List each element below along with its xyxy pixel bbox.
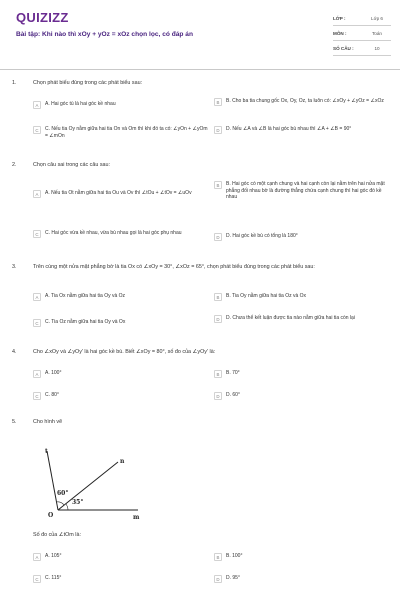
question-4-option-b[interactable] (214, 370, 390, 378)
question-1-number: 1. (12, 80, 17, 86)
option-text: A. Tia Ox nằm giữa hai tia Oy và Oz (45, 293, 126, 299)
option-text: D. Chưa thể kết luận được tia nào nằm giữa hai tia còn lại (226, 315, 355, 321)
question-4-option-a[interactable] (33, 370, 209, 378)
option-text: B. Hai góc có một cạnh chung và hai cạnh còn lại nằm trên hai nửa mặt phẳng đối nhau bờ là đường thẳng chứa cạnh chung thì hai góc đó kề nhau (226, 181, 385, 201)
option-letter: B (214, 98, 222, 106)
question-5-option-b[interactable] (214, 553, 390, 561)
option-letter: D (214, 126, 222, 134)
option-letter: D (214, 233, 222, 241)
meta-divider (333, 55, 391, 56)
option-letter: A (33, 293, 41, 301)
option-text: C. 115° (45, 575, 62, 581)
option-text: A. Nếu tia Ot nằm giữa hai tia Ou và Ov thì ∠tOu + ∠tOv = ∠uOv (45, 190, 192, 196)
question-5-option-a[interactable] (33, 553, 209, 561)
ray-on (58, 462, 118, 510)
option-text: D. Hai góc kề bù có tổng là 180° (226, 233, 298, 239)
option-letter: C (33, 392, 41, 400)
header (0, 0, 400, 70)
option-text: B. Cho ba tia chung gốc Ox, Oy, Oz, ta luôn có: ∠xOy + ∠yOz = ∠xOz (226, 98, 384, 104)
option-letter: D (214, 315, 222, 323)
label-o: O (48, 512, 54, 519)
angle-arc-35 (66, 504, 68, 510)
question-4-option-d[interactable] (214, 392, 390, 400)
option-letter: B (214, 181, 222, 189)
meta-divider (333, 25, 391, 26)
option-text: C. Nếu tia Oy nằm giữa hai tia On và Om thì khi đó ta có: ∠yOn + ∠yOm = ∠mOn (45, 126, 208, 139)
meta-grade-label: LỚP : (333, 16, 346, 21)
question-1-text: Chọn phát biểu đúng trong các phát biểu sau: (33, 80, 143, 86)
label-angle-35: 35° (72, 499, 84, 506)
question-2-text: Chọn câu sai trong các câu sau: (33, 162, 111, 168)
question-5-option-c[interactable] (33, 575, 209, 583)
question-2-option-b[interactable] (214, 181, 390, 201)
option-letter: C (33, 126, 41, 134)
option-text: A. Hai góc tù là hai góc kề nhau (45, 101, 116, 107)
meta-count-value: 10 (374, 46, 380, 51)
option-text: C. Tia Oz nằm giữa hai tia Oy và Ox (45, 319, 126, 325)
question-4-option-c[interactable] (33, 392, 209, 400)
question-1-option-b[interactable] (214, 98, 390, 106)
meta-subject-label: MÔN : (333, 31, 347, 36)
option-letter: B (214, 370, 222, 378)
question-5-prompt: Số đo của ∠tOm là: (33, 532, 81, 538)
option-text: D. Nếu ∠A và ∠B là hai góc bù nhau thì ∠A + ∠B = 90° (226, 126, 352, 132)
question-1-option-a[interactable] (33, 101, 203, 109)
option-text: C. 80° (45, 392, 59, 398)
option-text: B. 100° (226, 553, 243, 559)
option-letter: B (214, 553, 222, 561)
option-text: A. 105° (45, 553, 62, 559)
question-3-number: 3. (12, 264, 17, 270)
label-t: t (45, 448, 48, 455)
option-letter: C (33, 319, 41, 327)
question-3-option-c[interactable] (33, 319, 209, 327)
angle-figure (30, 445, 150, 525)
option-letter: A (33, 553, 41, 561)
question-2-option-a[interactable] (33, 190, 209, 198)
question-2-option-c[interactable] (33, 230, 209, 238)
option-text: B. Tia Oy nằm giữa hai tia Oz và Ox (226, 293, 307, 299)
meta-subject-value: Toán (372, 31, 382, 36)
option-text: A. 100° (45, 370, 62, 376)
question-4-text: Cho ∠xOy và ∠yOy' là hai góc kề bù. Biết ∠xOy = 80°, số đo của ∠yOy' là: (33, 349, 216, 355)
header-divider (0, 69, 400, 70)
question-3-option-a[interactable] (33, 293, 209, 301)
question-2-option-d[interactable] (214, 233, 390, 241)
meta-grade-value: Lớp 6 (371, 16, 383, 21)
option-text: D. 95° (226, 575, 240, 581)
question-1-option-d[interactable] (214, 126, 390, 134)
meta-divider (333, 40, 391, 41)
option-letter: A (33, 101, 41, 109)
option-text: B. 70° (226, 370, 240, 376)
option-letter: C (33, 230, 41, 238)
option-letter: B (214, 293, 222, 301)
option-letter: D (214, 392, 222, 400)
question-2-number: 2. (12, 162, 17, 168)
label-m: m (133, 514, 140, 521)
question-3-option-d[interactable] (214, 315, 390, 323)
question-5-text: Cho hình vẽ (33, 419, 63, 425)
worksheet-title: Bài tập: Khi nào thì xOy + yOz = xOz chọn lọc, có đáp án (16, 31, 193, 38)
question-3-option-b[interactable] (214, 293, 390, 301)
option-letter: A (33, 370, 41, 378)
question-5-number: 5. (12, 419, 17, 425)
meta-count-label: SỐ CÂU : (333, 46, 354, 51)
quizizz-logo: QUIZIZZ (16, 10, 69, 25)
option-letter: C (33, 575, 41, 583)
label-n: n (120, 458, 125, 465)
question-4-number: 4. (12, 349, 17, 355)
ray-ot (47, 451, 58, 510)
option-letter: A (33, 190, 41, 198)
label-angle-60: 60° (57, 490, 69, 497)
question-3-text: Trên cùng một nửa mặt phẳng bờ là tia Ox có ∠xOy = 30°, ∠xOz = 65°, chọn phát biểu đúng trong các phát biểu sau: (33, 264, 315, 270)
option-text: D. 60° (226, 392, 240, 398)
question-5-option-d[interactable] (214, 575, 390, 583)
option-text: C. Hai góc vừa kề nhau, vừa bù nhau gọi là hai góc phụ nhau (45, 230, 182, 236)
option-letter: D (214, 575, 222, 583)
question-1-option-c[interactable] (33, 126, 209, 139)
